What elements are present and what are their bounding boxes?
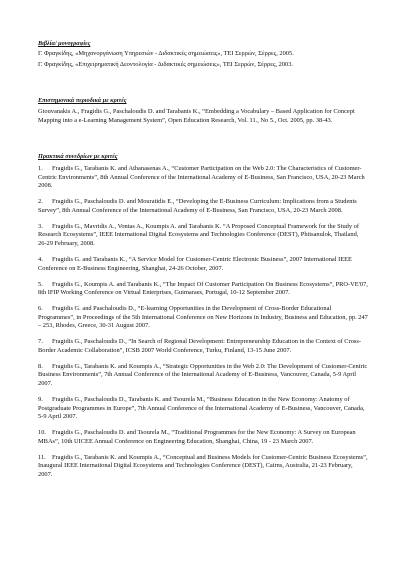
conference-item-number: 8.: [38, 362, 43, 370]
conference-list: [38, 165, 368, 480]
conference-item-text: Fragidis G. and Tarabanis K., “A Service Model for Customer-Centric Electronic Business”, 2007 International IEEE Conference on E-Business Engineering, Shanghai, 24-26 October, 2007.: [38, 255, 352, 272]
conference-item-number: 9.: [38, 396, 43, 403]
book-item-2: Γ. Φραγκίδης, «Επιχειρηματική Δεοντολογία - Διδακτικές σημειώσεις», ΤΕΙ Σερρών, Σέρρες, 2003.: [38, 60, 294, 68]
conference-item-number: 11.: [38, 453, 46, 461]
conference-item-text: Fragidis G., Paschaloudis D. and Tsourela M., “Traditional Programmes for the New Economy: A Survey on European MBAs”, 10th UICEE Annual Conference on Engineering Education, Shanghai, China, 19 - 23 March 2007.: [38, 429, 356, 445]
conference-item: [38, 454, 368, 480]
conference-item: [38, 305, 368, 331]
conference-item-text: Fragidis G., Tarabanis K. and Athanasenas A., “Customer Participation on the Web 2.0: The Characteristics of Customer-Centric Environments”, 8th Annual Conference of the International Academy of E-Business, San Francisco, USA, 20-23 March 2008.: [38, 165, 365, 190]
conference-item-number: 7.: [38, 338, 43, 346]
conference-item-text: Fragidis G., Paschaloudis D., Tarabanis K. and Tsourela M., “Business Education in the New Economy: Anatomy of Postgraduate Programmes in Europe”, 7th Annual Conference of the International Academy of E-Business, Vancouver, Canada, 5-9 April 2007.: [38, 396, 365, 421]
conference-item: [38, 396, 368, 422]
conference-item: [38, 338, 368, 355]
conference-item-text: Fragidis G., Tarabanis K. and Koumpis A., “Conceptual and Business Models for Customer-Centric Business Ecosystems”, Inaugural IEEE International Digital Ecosystems and Technologies Conference (DEST), Cairns, Australia, 21-23 February, 2007.: [38, 453, 368, 478]
conference-item-number: 4.: [38, 255, 43, 263]
books-heading: Βιβλία/ μονογραφίες: [38, 40, 91, 47]
book-item-1: Γ. Φραγκίδης, «Μηχανοργάνωση Υπηρεσιών - Διδακτικές σημειώσεις», ΤΕΙ Σερρών, Σέρρες, 2005.: [38, 50, 294, 57]
conference-item-number: 2.: [38, 198, 43, 206]
conference-item-text: Fragidis G., Paschaloudis D. and Mouratidis E., “Developing the E-Business Curriculum: Implications from a Students Survey”, 8th Annual Conference of the International Academy of E-Business, San Francisco, USA, 20-23 March 2008.: [38, 198, 357, 214]
conference-item: [38, 256, 368, 273]
conference-item: [38, 198, 368, 215]
conference-item: [38, 165, 368, 191]
journals-section: [38, 97, 368, 125]
conference-item-text: Fragidis G., Tarabanis K. and Koumpis A., “Strategic Opportunities in the Web 2.0: The Development of Customer-Centric Business Environments”, 7th Annual Conference of the International Academy of E-Business, Vancouver, Canada, 5-9 April 2007.: [38, 362, 368, 388]
conference-item-text: Fragidis G. and Paschaloudis D., “E-learning Opportunities in the Development of Cross-Border Educational Programmes”, in Proceedings of the 5th International Conference on New Horizons in Industry, Business and Education, pp. 247 – 253, Rhodes, Greece, 30-31 August 2007.: [38, 305, 368, 330]
conference-item: [38, 429, 368, 446]
books-section: [38, 40, 294, 69]
conference-item-text: Fragidis G., Mavridis A., Vontas A., Koumpis A. and Tarabanis K. “A Proposed Conceptual Framework for the Study of Research Ecosystems”, IEEE International Digital Ecosystems and Technologies Conference (DEST), Phitsanulok, Thailand, 26-29 February, 2008.: [38, 222, 359, 247]
conference-item-number: 1.: [38, 165, 43, 172]
conference-item-text: Fragidis G., Paschaloudis D., “In Search of Regional Development: Entrepreneurship Education in the Context of Cross-Border Academic Collaboration”, ICSB 2007 World Conference, Turku, Finland, 13-15 June 2007.: [38, 338, 361, 354]
conferences-section: [38, 153, 368, 487]
conferences-heading: Πρακτικά συνεδρίων με κριτές: [38, 153, 118, 160]
conference-item: [38, 281, 368, 298]
journals-heading: Επιστημονικά περιοδικά με κριτές: [38, 97, 127, 104]
conference-item-number: 5.: [38, 280, 43, 288]
conference-item: [38, 223, 368, 249]
conference-item: [38, 363, 368, 389]
conference-item-number: 6.: [38, 305, 43, 313]
conference-item-text: Fragidis G., Koumpis A. and Tarabanis K., “The Impact Of Customer Participation On Business Ecosystems”, PRO-VE'07, 8th IFIP Working Conference on Virtual Enterprises, Guimaraes, Portugal, 10-12 September 2007.: [38, 280, 368, 297]
journal-item-1: Giouvanakis A., Fragidis G., Paschaloudis D. and Tarabanis K., “Embedding a Vocabulary – Based Application for Concept Mapping into a e-Learning Management System”, Open Education Research, Vol. 11., No 5., Oct. 2005, pp. 38-43.: [38, 108, 355, 125]
conference-item-number: 3.: [38, 222, 43, 230]
conference-item-number: 10.: [38, 429, 46, 437]
